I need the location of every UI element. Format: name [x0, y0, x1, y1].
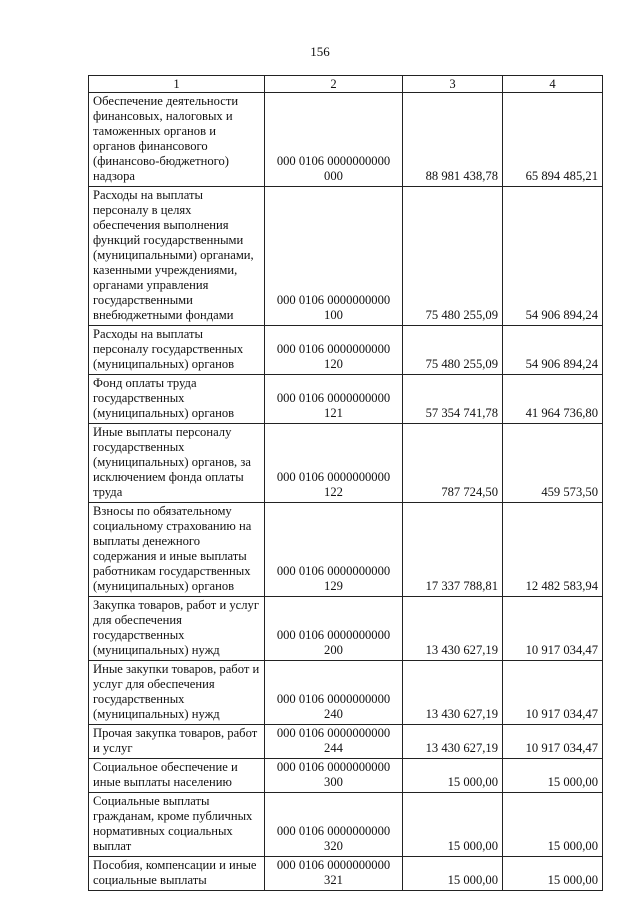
row-value-4: 15 000,00 [503, 793, 603, 857]
row-code: 000 0106 0000000000 300 [265, 759, 403, 793]
table-row [89, 375, 603, 424]
row-code: 000 0106 0000000000 121 [265, 375, 403, 424]
table-row [89, 93, 603, 187]
budget-table [88, 75, 603, 891]
row-name: Пособия, компенсации и иные социальные выплаты [89, 857, 265, 891]
row-name: Иные выплаты персоналу государственных (муниципальных) органов, за исключением фонда оплаты труда [89, 424, 265, 503]
row-value-4: 459 573,50 [503, 424, 603, 503]
row-value-4: 54 906 894,24 [503, 326, 603, 375]
row-name: Иные закупки товаров, работ и услуг для обеспечения государственных (муниципальных) нужд [89, 661, 265, 725]
row-value-3: 15 000,00 [403, 793, 503, 857]
row-name: Закупка товаров, работ и услуг для обеспечения государственных (муниципальных) нужд [89, 597, 265, 661]
row-value-3: 15 000,00 [403, 857, 503, 891]
table-row [89, 759, 603, 793]
table-row [89, 326, 603, 375]
table-row [89, 725, 603, 759]
table-row [89, 793, 603, 857]
row-value-3: 13 430 627,19 [403, 597, 503, 661]
row-code: 000 0106 0000000000 122 [265, 424, 403, 503]
row-value-3: 15 000,00 [403, 759, 503, 793]
table-row [89, 187, 603, 326]
row-value-4: 41 964 736,80 [503, 375, 603, 424]
row-value-3: 88 981 438,78 [403, 93, 503, 187]
row-value-4: 10 917 034,47 [503, 725, 603, 759]
row-code: 000 0106 0000000000 320 [265, 793, 403, 857]
row-code: 000 0106 0000000000 129 [265, 503, 403, 597]
row-value-3: 13 430 627,19 [403, 725, 503, 759]
row-value-4: 10 917 034,47 [503, 597, 603, 661]
row-code: 000 0106 0000000000 321 [265, 857, 403, 891]
table-row [89, 857, 603, 891]
row-value-3: 13 430 627,19 [403, 661, 503, 725]
row-name: Прочая закупка товаров, работ и услуг [89, 725, 265, 759]
row-code: 000 0106 0000000000 200 [265, 597, 403, 661]
row-value-4: 54 906 894,24 [503, 187, 603, 326]
row-name: Социальные выплаты гражданам, кроме публичных нормативных социальных выплат [89, 793, 265, 857]
row-name: Фонд оплаты труда государственных (муниципальных) органов [89, 375, 265, 424]
row-code: 000 0106 0000000000 240 [265, 661, 403, 725]
row-code: 000 0106 0000000000 120 [265, 326, 403, 375]
row-name: Расходы на выплаты персоналу государственных (муниципальных) органов [89, 326, 265, 375]
row-value-3: 75 480 255,09 [403, 326, 503, 375]
row-name: Взносы по обязательному социальному страхованию на выплаты денежного содержания и иные выплаты работникам государственных (муниципальных) органов [89, 503, 265, 597]
row-value-3: 75 480 255,09 [403, 187, 503, 326]
table-header-row [89, 76, 603, 93]
table-row [89, 503, 603, 597]
row-name: Расходы на выплаты персоналу в целях обеспечения выполнения функций государственными (муниципальными) органами, казенными учреждениями, органами управления государственными внебюджетными фондами [89, 187, 265, 326]
table-row [89, 424, 603, 503]
table-row [89, 597, 603, 661]
column-header-3: 3 [403, 76, 503, 93]
row-value-4: 15 000,00 [503, 759, 603, 793]
row-code: 000 0106 0000000000 244 [265, 725, 403, 759]
table-row [89, 661, 603, 725]
row-code: 000 0106 0000000000 000 [265, 93, 403, 187]
row-name: Обеспечение деятельности финансовых, налоговых и таможенных органов и органов финансового (финансово-бюджетного) надзора [89, 93, 265, 187]
row-name: Социальное обеспечение и иные выплаты населению [89, 759, 265, 793]
column-header-4: 4 [503, 76, 603, 93]
row-value-3: 787 724,50 [403, 424, 503, 503]
row-code: 000 0106 0000000000 100 [265, 187, 403, 326]
page-number: 156 [310, 44, 330, 59]
row-value-3: 17 337 788,81 [403, 503, 503, 597]
row-value-4: 12 482 583,94 [503, 503, 603, 597]
column-header-2: 2 [265, 76, 403, 93]
row-value-4: 15 000,00 [503, 857, 603, 891]
table-body [89, 76, 603, 891]
row-value-3: 57 354 741,78 [403, 375, 503, 424]
column-header-1: 1 [89, 76, 265, 93]
row-value-4: 65 894 485,21 [503, 93, 603, 187]
row-value-4: 10 917 034,47 [503, 661, 603, 725]
